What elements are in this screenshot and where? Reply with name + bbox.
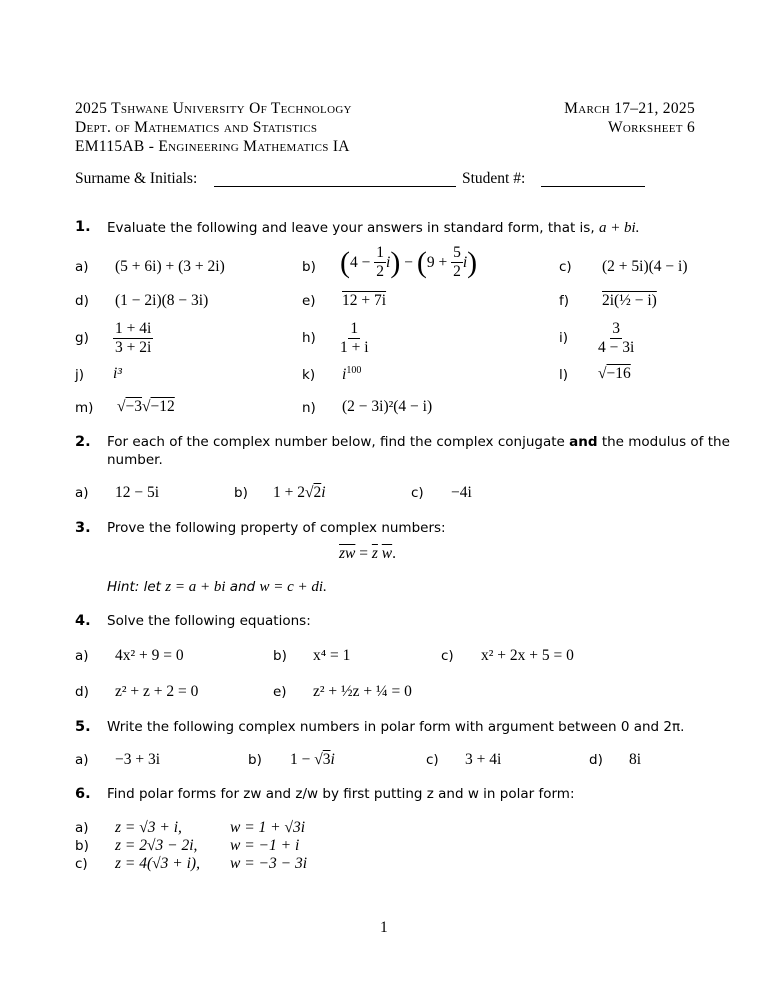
q1-c-label: c) (559, 259, 572, 275)
q1-c-expr: (2 + 5i)(4 − i) (602, 258, 688, 275)
question-5-text: Write the following complex numbers in polar form with argument between 0 and 2π. (107, 719, 685, 735)
q1-f-label: f) (559, 293, 570, 309)
q4-c-expr: x² + 2x + 5 = 0 (481, 647, 574, 664)
q4-e-expr: z² + ½z + ¼ = 0 (313, 683, 412, 700)
q5-d-label: d) (589, 752, 603, 768)
q5-d-expr: 8i (629, 751, 642, 768)
q4-d-label: d) (75, 684, 89, 700)
q6-a-w: w = 1 + √3i (230, 819, 306, 836)
surname-field[interactable] (214, 186, 456, 187)
q1-h-expr: $\frac{1}{1 + i}$ (340, 320, 369, 356)
q1-h-label: h) (302, 330, 316, 346)
header-institution: 2025 Tshwane University Of Technology (75, 100, 352, 117)
q6-c-w: w = −3 − 3i (230, 855, 308, 872)
q5-b-label: b) (248, 752, 262, 768)
q2-b-label: b) (234, 485, 248, 501)
q1-k-expr: $i^{100}$ (342, 365, 362, 384)
surname-label: Surname & Initials: (75, 170, 198, 187)
q4-a-expr: 4x² + 9 = 0 (115, 647, 184, 664)
question-2-number: 2. (75, 434, 91, 450)
q1-j-expr: i³ (113, 365, 122, 382)
q4-d-expr: z² + z + 2 = 0 (115, 683, 199, 700)
q1-i-expr: $\frac{3}{4 - 3i}$ (598, 320, 635, 356)
page-number: 1 (380, 919, 388, 936)
q1-l-expr: √−16 (598, 365, 631, 382)
question-4-text: Solve the following equations: (107, 613, 311, 629)
header-course: EM115AB - Engineering Mathematics IA (75, 138, 350, 155)
q4-b-label: b) (273, 648, 287, 664)
question-1-number: 1. (75, 219, 91, 235)
q1-k-label: k) (302, 367, 316, 383)
q1-b-expr: ( 4 − $\frac{1}{2}$ i ) − ( 9 + $\frac{5}{2}$ i ) (340, 244, 478, 280)
question-2-text-line2: number. (107, 452, 163, 468)
q1-b-label: b) (302, 259, 316, 275)
q2-b-expr: 1 + 2√2i (273, 484, 326, 501)
q2-a-expr: 12 − 5i (115, 484, 160, 501)
q2-c-label: c) (411, 485, 424, 501)
q1-d-label: d) (75, 293, 89, 309)
q5-c-expr: 3 + 4i (465, 751, 502, 768)
question-3-number: 3. (75, 520, 91, 536)
question-6-number: 6. (75, 786, 91, 802)
q1-a-label: a) (75, 259, 89, 275)
q3-hint: Hint: let z = a + bi and w = c + di. (107, 579, 327, 595)
q2-c-expr: −4i (451, 484, 472, 501)
header-department: Dept. of Mathematics and Statistics (75, 119, 318, 136)
q5-a-label: a) (75, 752, 89, 768)
question-3-text: Prove the following property of complex numbers: (107, 520, 446, 536)
student-number-field[interactable] (541, 186, 645, 187)
student-number-label: Student #: (462, 170, 526, 187)
q1-e-label: e) (302, 293, 316, 309)
q2-a-label: a) (75, 485, 89, 501)
q5-c-label: c) (426, 752, 439, 768)
q1-j-label: j) (75, 367, 85, 383)
q4-e-label: e) (273, 684, 287, 700)
q1-g-label: g) (75, 330, 89, 346)
question-2-text: For each of the complex number below, find the complex conjugate and the modulus of the (107, 434, 730, 450)
q6-c-label: c) (75, 856, 88, 872)
q3-equation: $\overline{zw} = \overline{z}$ $\overline{w}$. (339, 545, 397, 562)
question-1-text: Evaluate the following and leave your answers in standard form, that is, a + bi. (107, 220, 640, 236)
header-worksheet: Worksheet 6 (608, 119, 695, 136)
q5-b-expr: 1 − √3i (290, 751, 335, 768)
q1-n-label: n) (302, 400, 316, 416)
q6-b-label: b) (75, 838, 89, 854)
q1-l-label: l) (559, 367, 569, 383)
q6-a-z: z = √3 + i, (115, 819, 182, 836)
q1-e-expr: 12 + 7i (342, 292, 387, 309)
question-6-text: Find polar forms for zw and z/w by first putting z and w in polar form: (107, 786, 575, 802)
question-4-number: 4. (75, 613, 91, 629)
q4-a-label: a) (75, 648, 89, 664)
q1-n-expr: (2 − 3i)²(4 − i) (342, 398, 433, 415)
question-5-number: 5. (75, 719, 91, 735)
q6-c-z: z = 4(√3 + i), (115, 855, 200, 872)
q4-b-expr: x⁴ = 1 (313, 647, 351, 664)
q1-m-label: m) (75, 400, 94, 416)
header-dates: March 17–21, 2025 (564, 100, 695, 117)
q1-a-expr: (5 + 6i) + (3 + 2i) (115, 258, 225, 275)
q6-a-label: a) (75, 820, 89, 836)
q6-b-w: w = −1 + i (230, 837, 300, 854)
q5-a-expr: −3 + 3i (115, 751, 161, 768)
q1-i-label: i) (559, 330, 569, 346)
q4-c-label: c) (441, 648, 454, 664)
q1-g-expr: $\frac{1 + 4i}{3 + 2i}$ (115, 320, 152, 356)
q1-f-expr: 2i(½ − i) (602, 292, 657, 309)
q1-d-expr: (1 − 2i)(8 − 3i) (115, 292, 209, 309)
q1-m-expr: √−3√−12 (117, 398, 175, 415)
q6-b-z: z = 2√3 − 2i, (115, 837, 198, 854)
